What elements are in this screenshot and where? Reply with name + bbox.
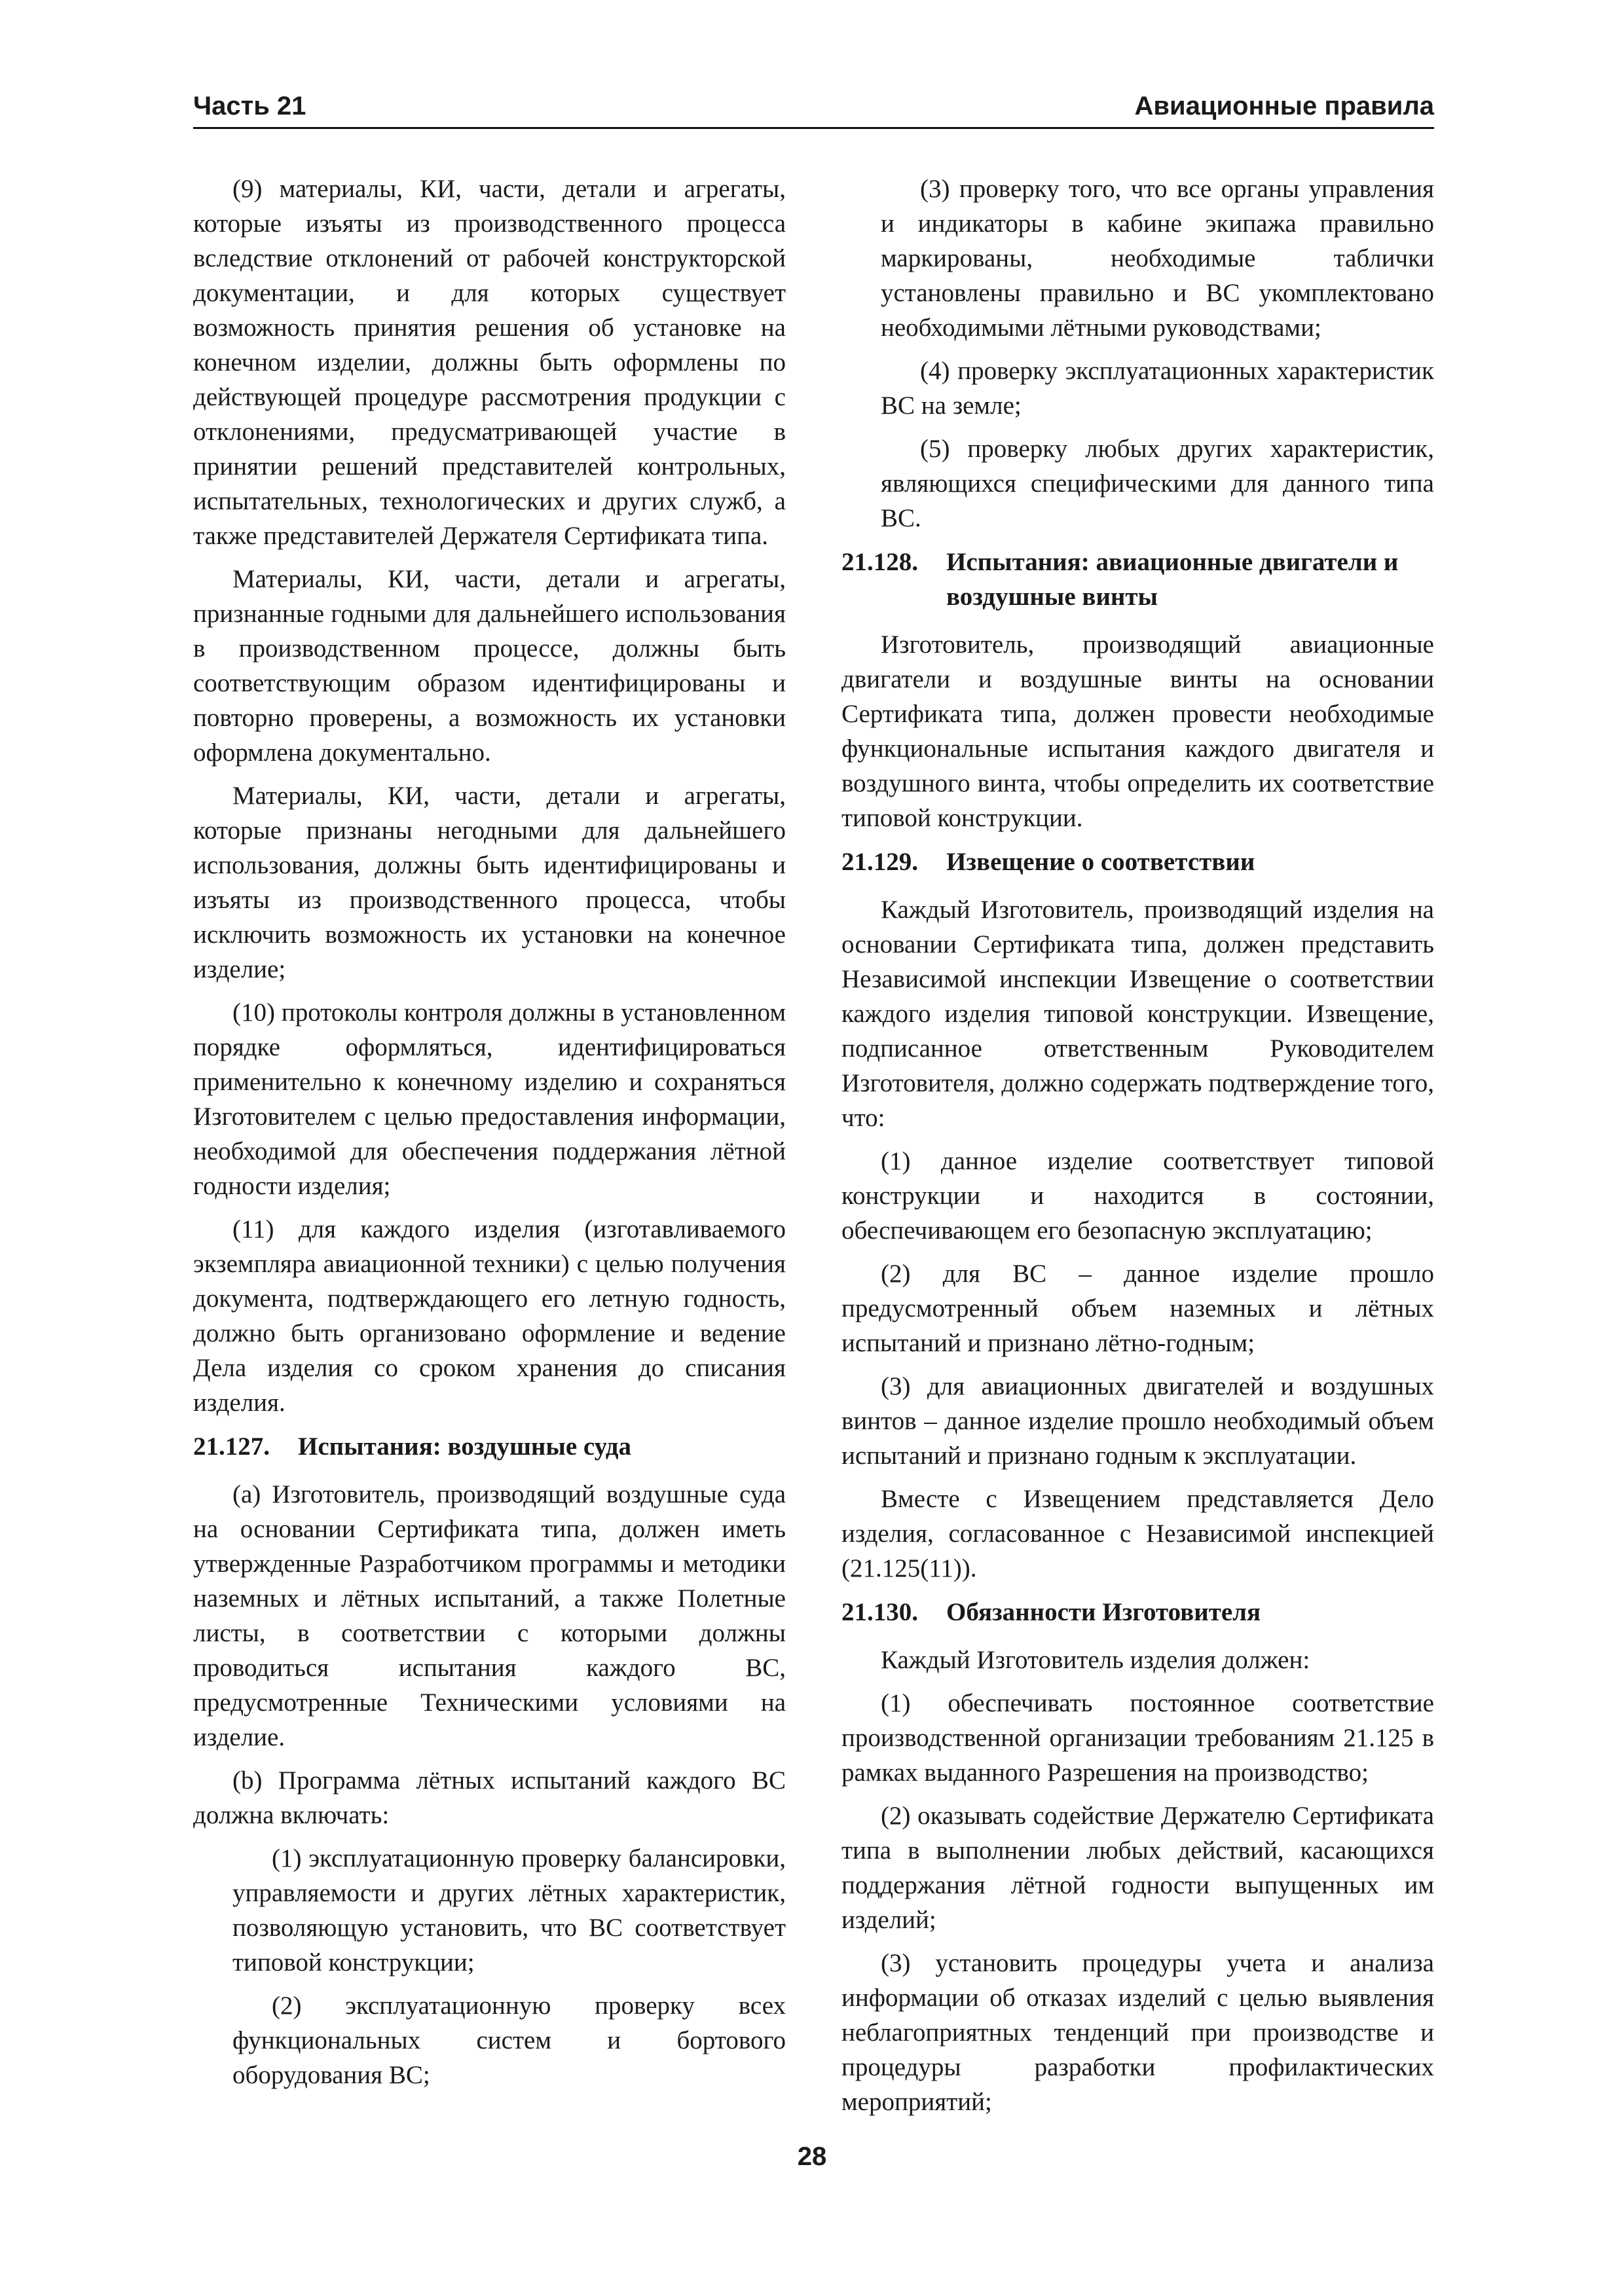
paragraph: (10) протоколы контроля должны в установленном порядке оформляться, идентифицироваться применительно к конечному изделию и сохраняться Изготовителем с целью предоставления информации, необходимой для обеспечения поддержания лётной годности изделия; xyxy=(193,998,786,1200)
section-title: Испытания: авиационные двигатели и воздушные винты xyxy=(946,548,1399,611)
section-heading-21-127 xyxy=(193,1429,786,1464)
section-heading-21-128 xyxy=(841,545,1434,614)
page-number: 28 xyxy=(797,2142,827,2171)
left-column xyxy=(193,172,786,2101)
section-number: 21.130. xyxy=(841,1598,918,1626)
paragraph: Изготовитель, производящий авиационные двигатели и воздушные винты на основании Сертификата типа, должен провести необходимые функциональные испытания каждого двигателя и воздушного винта, чтобы определить их соответствие типовой конструкции. xyxy=(841,630,1434,832)
paragraph: (11) для каждого изделия (изготавливаемого экземпляра авиационной техники) с целью получения документа, подтверждающего его летную годность, должно быть организовано оформление и ведение Дела изделия со сроком хранения до списания изделия. xyxy=(193,1215,786,1417)
paragraph: (2) для ВС – данное изделие прошло предусмотренный объем наземных и лётных испытаний и признано лётно-годным; xyxy=(841,1260,1434,1357)
sub-paragraph: (5) проверку любых других характеристик, являющихся специфическими для данного типа ВС. xyxy=(881,435,1434,532)
page-header xyxy=(193,89,1434,129)
paragraph: Каждый Изготовитель изделия должен: xyxy=(881,1646,1310,1674)
paragraph: (b) Программа лётных испытаний каждого ВС должна включать: xyxy=(193,1766,786,1829)
paragraph: Материалы, КИ, части, детали и агрегаты, признанные годными для дальнейшего использования в производственном процессе, должны быть соответствующим образом идентифицированы и повторно проверены, а возможность их установки оформлена документально. xyxy=(193,565,786,767)
section-title: Извещение о соответствии xyxy=(946,848,1255,876)
paragraph: (1) данное изделие соответствует типовой конструкции и находится в состоянии, обеспечивающем его безопасную эксплуатацию; xyxy=(841,1147,1434,1245)
section-number: 21.129. xyxy=(841,848,918,876)
sub-paragraph: (1) эксплуатационную проверку балансировки, управляемости и других лётных характеристик, позволяющую установить, что ВС соответствует типовой конструкции; xyxy=(232,1844,786,1977)
paragraph: Вместе с Извещением представляется Дело изделия, согласованное с Независимой инспекцией (21.125(11)). xyxy=(841,1485,1434,1582)
paragraph: (3) для авиационных двигателей и воздушных винтов – данное изделие прошло необходимый объем испытаний и признано годным к эксплуатации. xyxy=(841,1372,1434,1470)
section-number: 21.128. xyxy=(841,548,918,576)
paragraph: Материалы, КИ, части, детали и агрегаты, которые признаны негодными для дальнейшего использования, должны быть идентифицированы и изъяты из производственного процесса, чтобы исключить возможность их установки на конечное изделие; xyxy=(193,782,786,983)
paragraph: (1) обеспечивать постоянное соответствие производственной организации требованиям 21.125 в рамках выданного Разрешения на производство; xyxy=(841,1689,1434,1787)
section-heading-21-130 xyxy=(841,1595,1434,1630)
paragraph: (3) установить процедуры учета и анализа информации об отказах изделий с целью выявления неблагоприятных тенденций при производстве и процедуры разработки профилактических мероприятий; xyxy=(841,1949,1434,2116)
section-number: 21.127. xyxy=(193,1432,270,1461)
section-title: Обязанности Изготовителя xyxy=(946,1598,1261,1626)
sub-paragraph: (4) проверку эксплуатационных характеристик ВС на земле; xyxy=(881,357,1434,420)
header-document-title: Авиационные правила xyxy=(1134,92,1434,120)
section-heading-21-129 xyxy=(841,845,1434,879)
section-title: Испытания: воздушные суда xyxy=(298,1432,631,1461)
sub-paragraph: (3) проверку того, что все органы управления и индикаторы в кабине экипажа правильно маркированы, необходимые таблички установлены правильно и ВС укомплектовано необходимыми лётными руководствами; xyxy=(881,175,1434,342)
paragraph: Каждый Изготовитель, производящий изделия на основании Сертификата типа, должен представить Независимой инспекции Извещение о соответствии каждого изделия типовой конструкции. Извещение, подписанное ответственным Руководителем Изготовителя, должно содержать подтверждение того, что: xyxy=(841,896,1434,1132)
paragraph: (9) материалы, КИ, части, детали и агрегаты, которые изъяты из производственного процесса вследствие отклонений от рабочей конструкторской документации, и для которых существует возможность принятия решения об установке на конечном изделии, должны быть оформлены по действующей процедуре рассмотрения продукции с отклонениями, предусматривающей участие в принятии решений представителей контрольных, испытательных, технологических и других служб, а также представителей Держателя Сертификата типа. xyxy=(193,175,786,550)
sub-paragraph: (2) эксплуатационную проверку всех функциональных систем и бортового оборудования ВС; xyxy=(232,1992,786,2089)
right-column xyxy=(841,172,1434,2128)
header-part-label: Часть 21 xyxy=(193,92,306,120)
paragraph: (a) Изготовитель, производящий воздушные суда на основании Сертификата типа, должен иметь утвержденные Разработчиком программы и методики наземных и лётных испытаний, а также Полетные листы, в соответствии с которыми должны проводиться испытания каждого ВС, предусмотренные Техническими условиями на изделие. xyxy=(193,1480,786,1751)
paragraph: (2) оказывать содействие Держателю Сертификата типа в выполнении любых действий, касающихся поддержания лётной годности выпущенных им изделий; xyxy=(841,1802,1434,1934)
